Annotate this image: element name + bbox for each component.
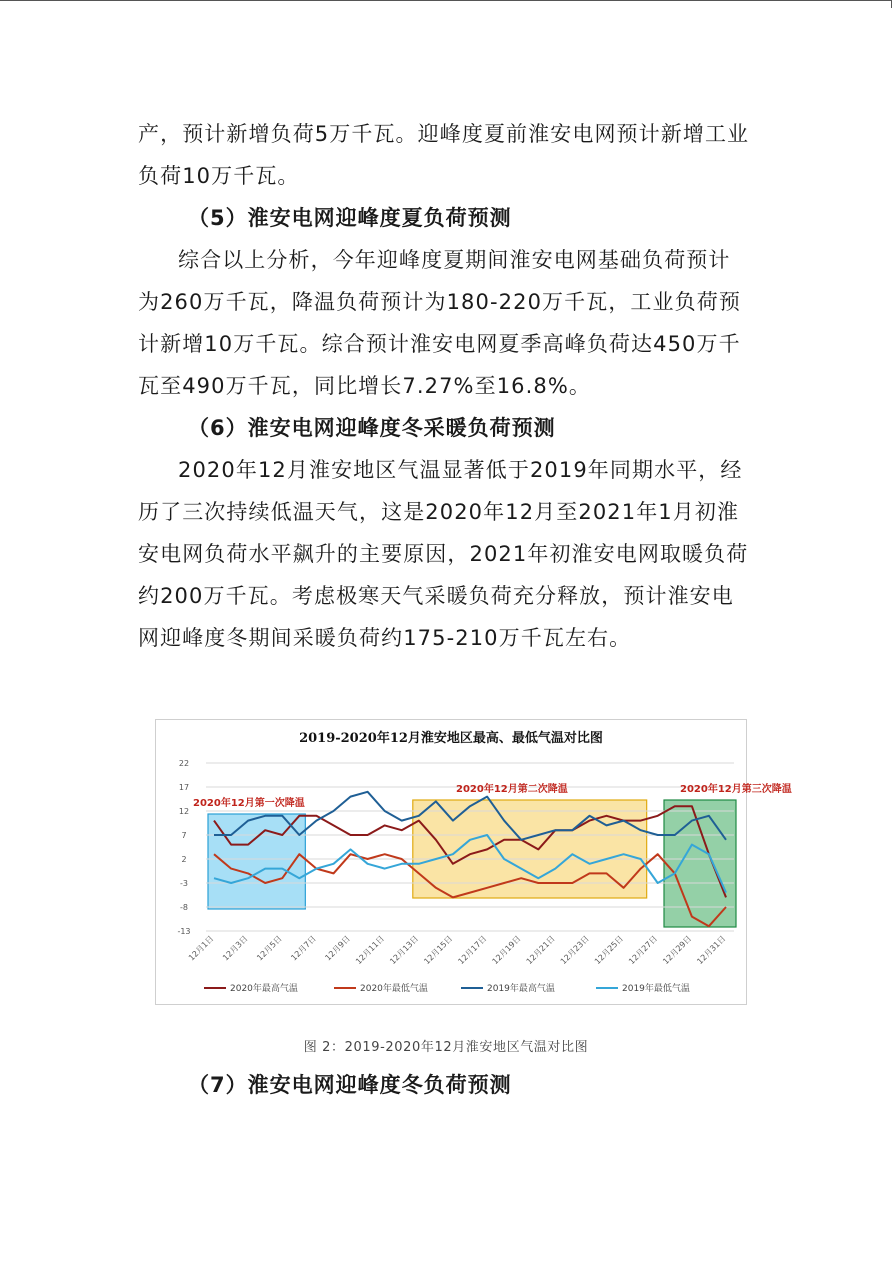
region-label: 2020年12月第三次降温 [680, 784, 792, 795]
y-tick-label: 17 [178, 783, 190, 792]
paragraph-5: 综合以上分析，今年迎峰度夏期间淮安电网基础负荷预计为260万千瓦，降温负荷预计为180-220万千瓦，工业负荷预计新增10万千瓦。综合预计淮安电网夏季高峰负荷达450万千瓦至490万千瓦，同比增长7.27%至16.8%。 [138, 248, 741, 398]
page-top-border [0, 0, 892, 1]
y-tick-label: 12 [178, 807, 190, 816]
x-tick-label: 12月5日 [255, 934, 284, 963]
x-tick-label: 12月29日 [661, 934, 694, 967]
temperature-chart-svg [156, 720, 792, 1004]
y-tick-label: -13 [177, 927, 191, 936]
y-tick-label: 22 [178, 759, 190, 768]
y-tick-label: 2 [181, 855, 187, 864]
x-tick-label: 12月9日 [323, 934, 352, 963]
y-tick-label: -8 [180, 903, 188, 912]
heading-7: （7）淮安电网迎峰度冬负荷预测 [188, 1073, 512, 1097]
document-body [138, 113, 750, 659]
x-tick-label: 12月27日 [627, 934, 660, 967]
region-label: 2020年12月第二次降温 [456, 784, 568, 795]
x-tick-label: 12月23日 [558, 934, 591, 967]
x-tick-label: 12月17日 [456, 934, 489, 967]
temperature-chart [155, 719, 792, 1005]
x-tick-label: 12月1日 [186, 934, 216, 963]
legend-label: 2020年最高气温 [230, 984, 298, 994]
x-tick-label: 12月3日 [221, 934, 250, 963]
x-tick-label: 12月25日 [592, 934, 626, 967]
heading-6: （6）淮安电网迎峰度冬采暖负荷预测 [188, 416, 556, 440]
heading-5: （5）淮安电网迎峰度夏负荷预测 [188, 206, 512, 230]
paragraph-6: 2020年12月淮安地区气温显著低于2019年同期水平，经历了三次持续低温天气，这是2020年12月至2021年1月初淮安电网负荷水平飙升的主要原因，2021年初淮安电网取暖负荷约200万千瓦。考虑极寒天气采暖负荷充分释放，预计淮安电网迎峰度冬期间采暖负荷约175-210万千瓦左右。 [138, 458, 749, 650]
figure-caption: 图 2：2019-2020年12月淮安地区气温对比图 [303, 1040, 589, 1055]
x-tick-label: 12月15日 [422, 934, 455, 967]
legend-label: 2019年最高气温 [487, 984, 555, 994]
y-tick-label: 7 [181, 831, 187, 840]
x-tick-label: 12月19日 [490, 934, 523, 967]
chart-title: 2019-2020年12月淮安地区最高、最低气温对比图 [299, 731, 603, 746]
x-tick-label: 12月11日 [354, 934, 387, 967]
paragraph-top: 产，预计新增负荷5万千瓦。迎峰度夏前淮安电网预计新增工业负荷10万千瓦。 [138, 122, 750, 188]
x-tick-label: 12月7日 [289, 934, 318, 963]
y-tick-label: -3 [180, 879, 188, 888]
x-tick-label: 12月21日 [524, 934, 557, 967]
legend-label: 2020年最低气温 [360, 984, 428, 994]
x-tick-label: 12月31日 [695, 934, 728, 967]
region-label: 2020年12月第一次降温 [193, 798, 305, 809]
x-tick-label: 12月13日 [388, 934, 421, 967]
legend-label: 2019年最低气温 [622, 984, 690, 994]
